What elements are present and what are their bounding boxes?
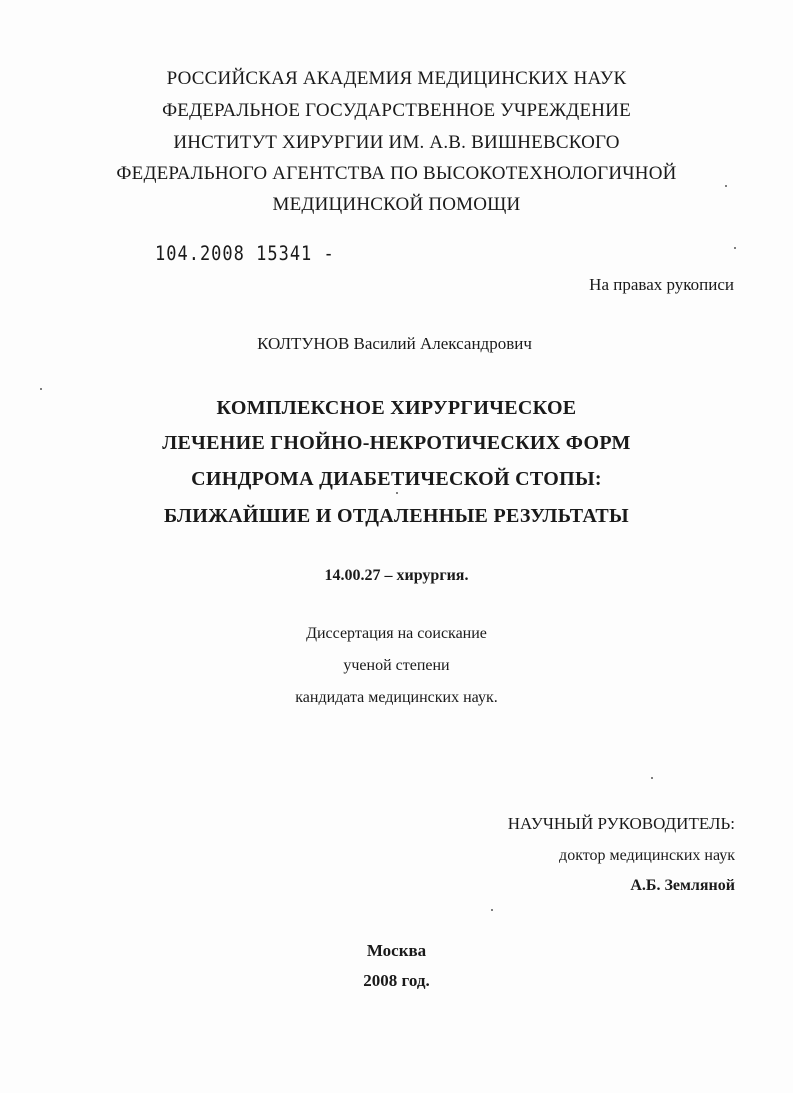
rights-note: На правах рукописи [589, 275, 734, 294]
author-name: КОЛТУНОВ Василий Александрович [257, 334, 532, 353]
title-line-4: БЛИЖАЙШИЕ И ОТДАЛЕННЫЕ РЕЗУЛЬТАТЫ [164, 505, 629, 527]
supervisor-heading: НАУЧНЫЙ РУКОВОДИТЕЛЬ: [507, 814, 735, 833]
title-line-3: СИНДРОМА ДИАБЕТИЧЕСКОЙ СТОПЫ: [191, 468, 602, 490]
specialty-code: 14.00.27 – хирургия. [324, 567, 469, 584]
institution-line-3: ИНСТИТУТ ХИРУРГИИ ИМ. А.В. ВИШНЕВСКОГО [173, 132, 620, 153]
supervisor-name: А.Б. Земляной [630, 877, 735, 894]
dissertation-line-2: ученой степени [343, 657, 450, 674]
year: 2008 год. [363, 971, 430, 990]
institution-line-4: ФЕДЕРАЛЬНОГО АГЕНТСТВА ПО ВЫСОКОТЕХНОЛОГИЧНОЙ [116, 163, 677, 184]
scan-speck [734, 247, 736, 249]
city: Москва [366, 941, 427, 960]
scan-speck [396, 492, 398, 494]
scan-speck [40, 388, 42, 390]
supervisor-degree: доктор медицинских наук [559, 847, 735, 864]
dissertation-line-1: Диссертация на соискание [306, 625, 487, 642]
scan-speck [651, 777, 653, 779]
title-line-1: КОМПЛЕКСНОЕ ХИРУРГИЧЕСКОЕ [216, 397, 577, 419]
scan-speck [725, 185, 727, 187]
dissertation-line-3: кандидата медицинских наук. [295, 689, 498, 706]
institution-line-1: РОССИЙСКАЯ АКАДЕМИЯ МЕДИЦИНСКИХ НАУК [166, 68, 627, 89]
title-line-2: ЛЕЧЕНИЕ ГНОЙНО-НЕКРОТИЧЕСКИХ ФОРМ [162, 432, 631, 454]
library-stamp-number: 104.2008 15341 - [155, 242, 335, 266]
scan-speck [491, 909, 493, 911]
institution-line-2: ФЕДЕРАЛЬНОЕ ГОСУДАРСТВЕННОЕ УЧРЕЖДЕНИЕ [162, 100, 631, 121]
institution-line-5: МЕДИЦИНСКОЙ ПОМОЩИ [272, 194, 521, 215]
